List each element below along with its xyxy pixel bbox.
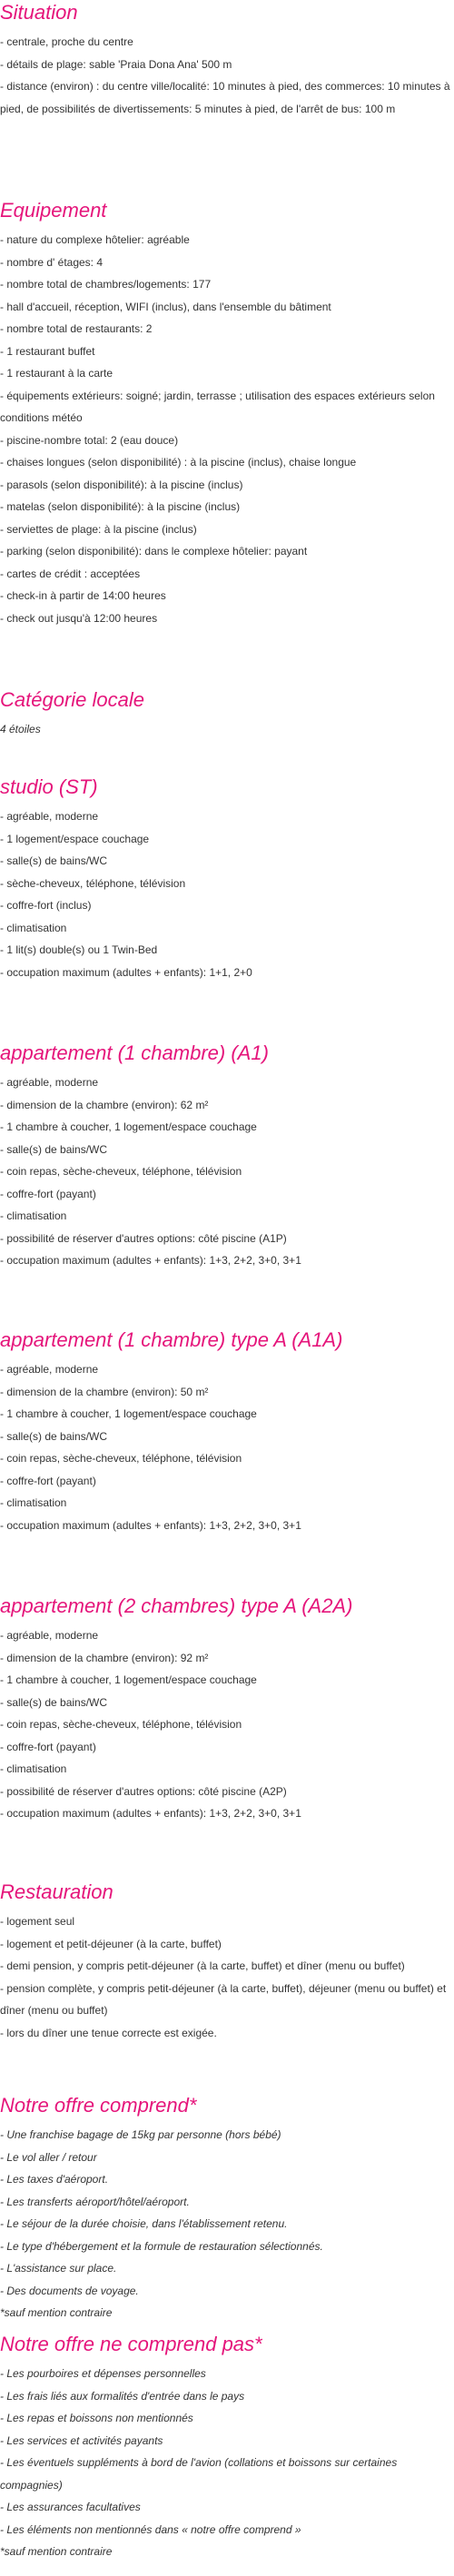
section-a1a (0, 1327, 454, 1536)
section-body-categorie (0, 718, 454, 741)
section-body-situation (0, 31, 454, 120)
list-item: - cartes de crédit : acceptées (0, 567, 141, 580)
list-item: - Les taxes d'aéroport. (0, 2173, 109, 2186)
list-item: - coffre-fort (inclus) (0, 899, 92, 912)
list-item: - Une franchise bagage de 15kg par personne (hors bébé) (0, 2128, 281, 2141)
list-item: - coin repas, sèche-cheveux, téléphone, télévision (0, 1165, 242, 1178)
list-item: - climatisation (0, 1762, 67, 1775)
list-item: - possibilité de réserver d'autres options: côté piscine (A2P) (0, 1784, 287, 1798)
list-item: - Les assurances facultatives (0, 2501, 141, 2513)
list-item: - agréable, moderne (0, 1629, 99, 1642)
list-item: - occupation maximum (adultes + enfants): 1+3, 2+2, 3+0, 3+1 (0, 1807, 301, 1820)
section-title-categorie: Catégorie locale (0, 688, 144, 711)
list-item: - centrale, proche du centre (0, 35, 133, 48)
list-item: - pension complète, y compris petit-déjeuner (à la carte, buffet), déjeuner (menu ou buffet) et dîner (menu ou buffet) (0, 1981, 447, 2017)
list-item: - coffre-fort (payant) (0, 1187, 96, 1200)
section-a2a (0, 1594, 454, 1825)
section-offre-ne-comprend (0, 2332, 454, 2563)
section-title-offre-ne-comprend: Notre offre ne comprend pas* (0, 2333, 262, 2355)
list-item: - Les transferts aéroport/hôtel/aéroport. (0, 2195, 190, 2208)
list-item: - 1 chambre à coucher, 1 logement/espace couchage (0, 1673, 257, 1686)
list-item: - coin repas, sèche-cheveux, téléphone, télévision (0, 1718, 242, 1731)
section-title-situation: Situation (0, 1, 78, 24)
list-item: - Les repas et boissons non mentionnés (0, 2412, 193, 2424)
section-body-offre-ne-comprend (0, 2363, 454, 2563)
list-item: - 1 restaurant à la carte (0, 367, 114, 380)
list-item: - dimension de la chambre (environ): 62 m² (0, 1098, 209, 1111)
list-item: - nombre d' étages: 4 (0, 255, 104, 269)
list-item: - 1 restaurant buffet (0, 344, 95, 358)
list-item: - matelas (selon disponibilité): à la piscine (inclus) (0, 500, 241, 513)
footnote: *sauf mention contraire (0, 2545, 113, 2558)
list-item: - dimension de la chambre (environ): 92 m² (0, 1651, 209, 1664)
section-offre-comprend (0, 2093, 454, 2324)
list-item: - check-in à partir de 14:00 heures (0, 589, 166, 602)
list-item: 4 étoiles (0, 723, 41, 735)
section-title-a2a: appartement (2 chambres) type A (A2A) (0, 1594, 353, 1617)
list-item: - salle(s) de bains/WC (0, 1142, 108, 1156)
list-item: - Les frais liés aux formalités d'entrée dans le pays (0, 2389, 245, 2403)
list-item: - hall d'accueil, réception, WIFI (inclus), dans l'ensemble du bâtiment (0, 300, 331, 313)
section-title-a1a: appartement (1 chambre) type A (A1A) (0, 1328, 343, 1351)
list-item: - agréable, moderne (0, 1076, 99, 1089)
section-restauration (0, 1880, 454, 2044)
list-item: - nature du complexe hôtelier: agréable (0, 233, 190, 246)
section-equipement (0, 198, 454, 629)
section-body-studio (0, 805, 454, 983)
section-situation (0, 0, 454, 120)
list-item: - Les pourboires et dépenses personnelles (0, 2367, 206, 2380)
list-item: - détails de plage: sable 'Praia Dona Ana' 500 m (0, 57, 232, 71)
list-item: - L'assistance sur place. (0, 2262, 117, 2275)
list-item: - Le type d'hébergement et la formule de restauration sélectionnés. (0, 2239, 323, 2253)
list-item: - climatisation (0, 921, 67, 934)
section-title-a1: appartement (1 chambre) (A1) (0, 1041, 269, 1064)
section-title-studio: studio (ST) (0, 775, 98, 798)
footnote: *sauf mention contraire (0, 2306, 113, 2319)
list-item: - agréable, moderne (0, 810, 99, 823)
section-body-restauration (0, 1910, 454, 2044)
section-title-equipement: Equipement (0, 199, 107, 222)
section-studio (0, 775, 454, 983)
list-item: - agréable, moderne (0, 1363, 99, 1376)
list-item: - possibilité de réserver d'autres options: côté piscine (A1P) (0, 1231, 287, 1245)
list-item: - 1 logement/espace couchage (0, 832, 150, 845)
list-item: - chaises longues (selon disponibilité) : à la piscine (inclus), chaise longue (0, 456, 357, 469)
list-item: - distance (environ) : du centre ville/localité: 10 minutes à pied, des commerces: 10 minutes à pied, de possibilités de divertissements: 5 minutes à pied, de l'arrêt de bus: 100 m (0, 80, 450, 115)
list-item: - lors du dîner une tenue correcte est exigée. (0, 2026, 217, 2039)
list-item: - parasols (selon disponibilité): à la piscine (inclus) (0, 478, 243, 491)
list-item: - 1 lit(s) double(s) ou 1 Twin-Bed (0, 943, 158, 956)
list-item: - salle(s) de bains/WC (0, 1429, 108, 1443)
list-item: - équipements extérieurs: soigné; jardin, terrasse ; utilisation des espaces extérieurs selon conditions météo (0, 389, 435, 424)
list-item: - parking (selon disponibilité): dans le complexe hôtelier: payant (0, 545, 308, 558)
list-item: - coffre-fort (payant) (0, 1740, 96, 1753)
list-item: - logement seul (0, 1915, 75, 1928)
list-item: - sèche-cheveux, téléphone, télévision (0, 876, 186, 890)
list-item: - Les éventuels suppléments à bord de l'avion (collations et boissons sur certaines compagnies) (0, 2456, 398, 2492)
list-item: - serviettes de plage: à la piscine (inclus) (0, 522, 197, 536)
list-item: - check out jusqu'à 12:00 heures (0, 611, 158, 625)
list-item: - nombre total de restaurants: 2 (0, 322, 153, 335)
list-item: - 1 chambre à coucher, 1 logement/espace couchage (0, 1120, 257, 1133)
list-item: - salle(s) de bains/WC (0, 854, 108, 867)
list-item: - Le vol aller / retour (0, 2150, 97, 2164)
list-item: - coffre-fort (payant) (0, 1474, 96, 1487)
list-item: - logement et petit-déjeuner (à la carte, buffet) (0, 1937, 222, 1950)
section-body-equipement (0, 229, 454, 629)
list-item: - coin repas, sèche-cheveux, téléphone, télévision (0, 1452, 242, 1465)
list-item: - occupation maximum (adultes + enfants): 1+1, 2+0 (0, 965, 252, 979)
list-item: - climatisation (0, 1496, 67, 1509)
list-item: - Les éléments non mentionnés dans « notre offre comprend » (0, 2522, 301, 2536)
list-item: - salle(s) de bains/WC (0, 1695, 108, 1709)
list-item: - demi pension, y compris petit-déjeuner (à la carte, buffet) et dîner (menu ou buffet) (0, 1959, 405, 1972)
list-item: - occupation maximum (adultes + enfants): 1+3, 2+2, 3+0, 3+1 (0, 1254, 301, 1267)
section-title-restauration: Restauration (0, 1880, 114, 1903)
section-body-a1 (0, 1071, 454, 1272)
section-body-a2a (0, 1624, 454, 1825)
list-item: - climatisation (0, 1209, 67, 1222)
section-categorie (0, 687, 454, 741)
list-item: - Les services et activités payants (0, 2433, 163, 2447)
section-body-a1a (0, 1358, 454, 1536)
list-item: - nombre total de chambres/logements: 177 (0, 278, 212, 291)
section-title-offre-comprend: Notre offre comprend* (0, 2094, 197, 2117)
list-item: - Des documents de voyage. (0, 2284, 139, 2297)
list-item: - 1 chambre à coucher, 1 logement/espace couchage (0, 1407, 257, 1420)
list-item: - piscine-nombre total: 2 (eau douce) (0, 433, 179, 447)
list-item: - occupation maximum (adultes + enfants): 1+3, 2+2, 3+0, 3+1 (0, 1518, 301, 1532)
section-body-offre-comprend (0, 2124, 454, 2324)
list-item: - dimension de la chambre (environ): 50 m² (0, 1385, 209, 1398)
list-item: - Le séjour de la durée choisie, dans l'établissement retenu. (0, 2217, 288, 2230)
section-a1 (0, 1041, 454, 1272)
